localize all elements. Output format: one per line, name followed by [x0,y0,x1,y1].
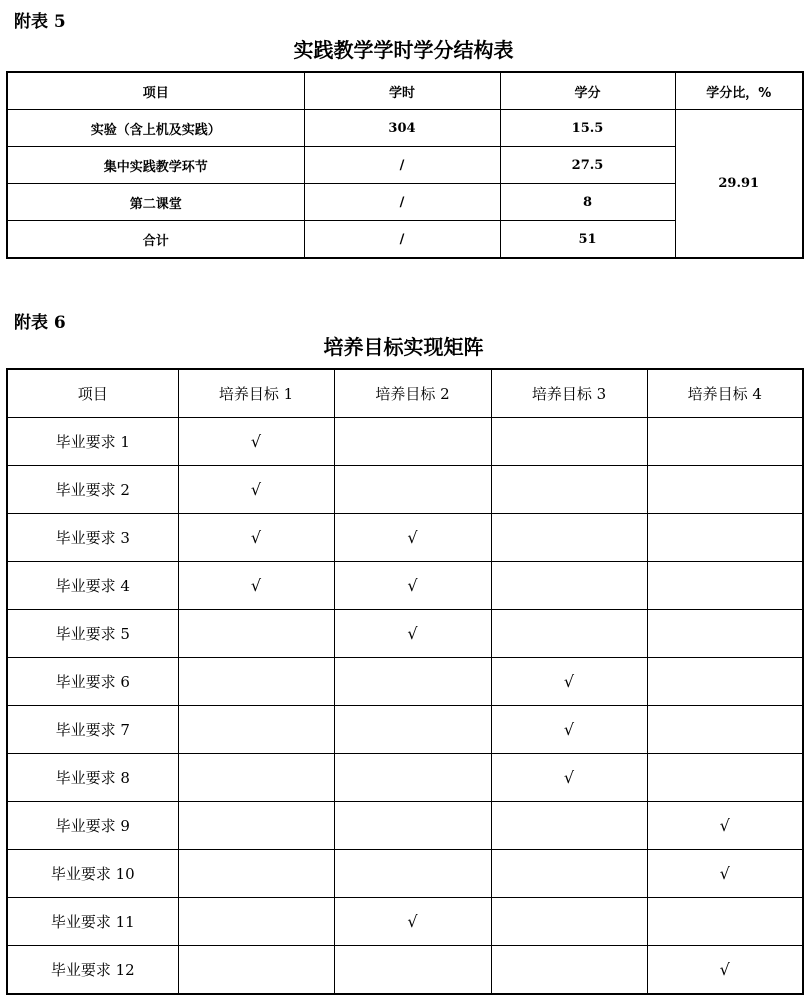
objective-1-mark [178,754,334,802]
objective-2-mark: √ [334,514,491,562]
table-row [7,466,803,514]
objective-3-mark [491,466,647,514]
matrix-header-objective-2: 培养目标 2 [334,369,491,418]
table-row [7,898,803,946]
graduation-requirement: 毕业要求 9 [7,802,178,850]
objective-4-mark: √ [647,946,803,995]
objective-3-mark [491,898,647,946]
matrix-header-item: 项目 [7,369,178,418]
table-row [7,610,803,658]
objective-1-mark [178,706,334,754]
table-row [7,514,803,562]
row-item: 实验（含上机及实践） [7,110,304,147]
objective-4-mark [647,514,803,562]
objective-4-mark [647,898,803,946]
matrix-header-objective-3: 培养目标 3 [491,369,647,418]
row-item: 合计 [7,221,304,259]
objective-3-mark: √ [491,706,647,754]
table-header-row [7,72,803,110]
objective-4-mark [647,562,803,610]
objective-3-mark [491,850,647,898]
row-item: 集中实践教学环节 [7,147,304,184]
appendix5-label: 附表 5 [14,12,66,32]
objective-2-mark [334,802,491,850]
header-item: 项目 [7,72,304,110]
header-ratio: 学分比，% [675,72,803,110]
table-row [7,802,803,850]
graduation-requirement: 毕业要求 2 [7,466,178,514]
objective-2-mark [334,850,491,898]
graduation-requirement: 毕业要求 12 [7,946,178,995]
matrix-header-row [7,369,803,418]
objective-2-mark: √ [334,610,491,658]
objective-4-mark [647,754,803,802]
table-row [7,754,803,802]
ratio-cell: 29.91 [675,110,803,259]
objective-2-mark: √ [334,562,491,610]
graduation-requirement: 毕业要求 5 [7,610,178,658]
row-hours: / [304,184,500,221]
objective-1-mark [178,658,334,706]
objective-2-mark [334,706,491,754]
objective-matrix-table [6,368,804,995]
table-row [7,658,803,706]
objective-1-mark [178,898,334,946]
graduation-requirement: 毕业要求 7 [7,706,178,754]
objective-3-mark [491,562,647,610]
objective-1-mark: √ [178,466,334,514]
objective-2-mark [334,658,491,706]
graduation-requirement: 毕业要求 4 [7,562,178,610]
row-hours: / [304,221,500,259]
row-hours: / [304,147,500,184]
graduation-requirement: 毕业要求 1 [7,418,178,466]
objective-2-mark [334,418,491,466]
matrix-header-objective-1: 培养目标 1 [178,369,334,418]
graduation-requirement: 毕业要求 6 [7,658,178,706]
objective-1-mark: √ [178,418,334,466]
graduation-requirement: 毕业要求 11 [7,898,178,946]
objective-1-mark [178,610,334,658]
header-hours: 学时 [304,72,500,110]
objective-3-mark [491,610,647,658]
objective-3-mark [491,946,647,995]
objective-4-mark [647,418,803,466]
row-credits: 51 [500,221,675,259]
objective-4-mark [647,610,803,658]
row-credits: 8 [500,184,675,221]
objective-1-mark: √ [178,562,334,610]
objective-2-mark: √ [334,898,491,946]
credit-structure-table [6,71,804,259]
table-row [7,110,803,147]
appendix5-title: 实践教学学时学分结构表 [293,38,514,62]
graduation-requirement: 毕业要求 10 [7,850,178,898]
appendix6-title: 培养目标实现矩阵 [323,335,484,359]
objective-3-mark [491,514,647,562]
graduation-requirement: 毕业要求 8 [7,754,178,802]
row-credits: 27.5 [500,147,675,184]
objective-1-mark [178,946,334,995]
objective-4-mark: √ [647,802,803,850]
objective-4-mark [647,658,803,706]
objective-3-mark [491,802,647,850]
row-item: 第二课堂 [7,184,304,221]
objective-3-mark [491,418,647,466]
row-credits: 15.5 [500,110,675,147]
objective-4-mark: √ [647,850,803,898]
objective-3-mark: √ [491,658,647,706]
objective-2-mark [334,946,491,995]
table-row [7,946,803,995]
table-row [7,418,803,466]
header-credits: 学分 [500,72,675,110]
objective-2-mark [334,754,491,802]
objective-1-mark: √ [178,514,334,562]
graduation-requirement: 毕业要求 3 [7,514,178,562]
objective-4-mark [647,706,803,754]
matrix-header-objective-4: 培养目标 4 [647,369,803,418]
objective-1-mark [178,802,334,850]
row-hours: 304 [304,110,500,147]
table-row [7,562,803,610]
appendix6-label: 附表 6 [14,313,66,333]
objective-2-mark [334,466,491,514]
table-row [7,850,803,898]
objective-4-mark [647,466,803,514]
objective-3-mark: √ [491,754,647,802]
objective-1-mark [178,850,334,898]
table-row [7,706,803,754]
